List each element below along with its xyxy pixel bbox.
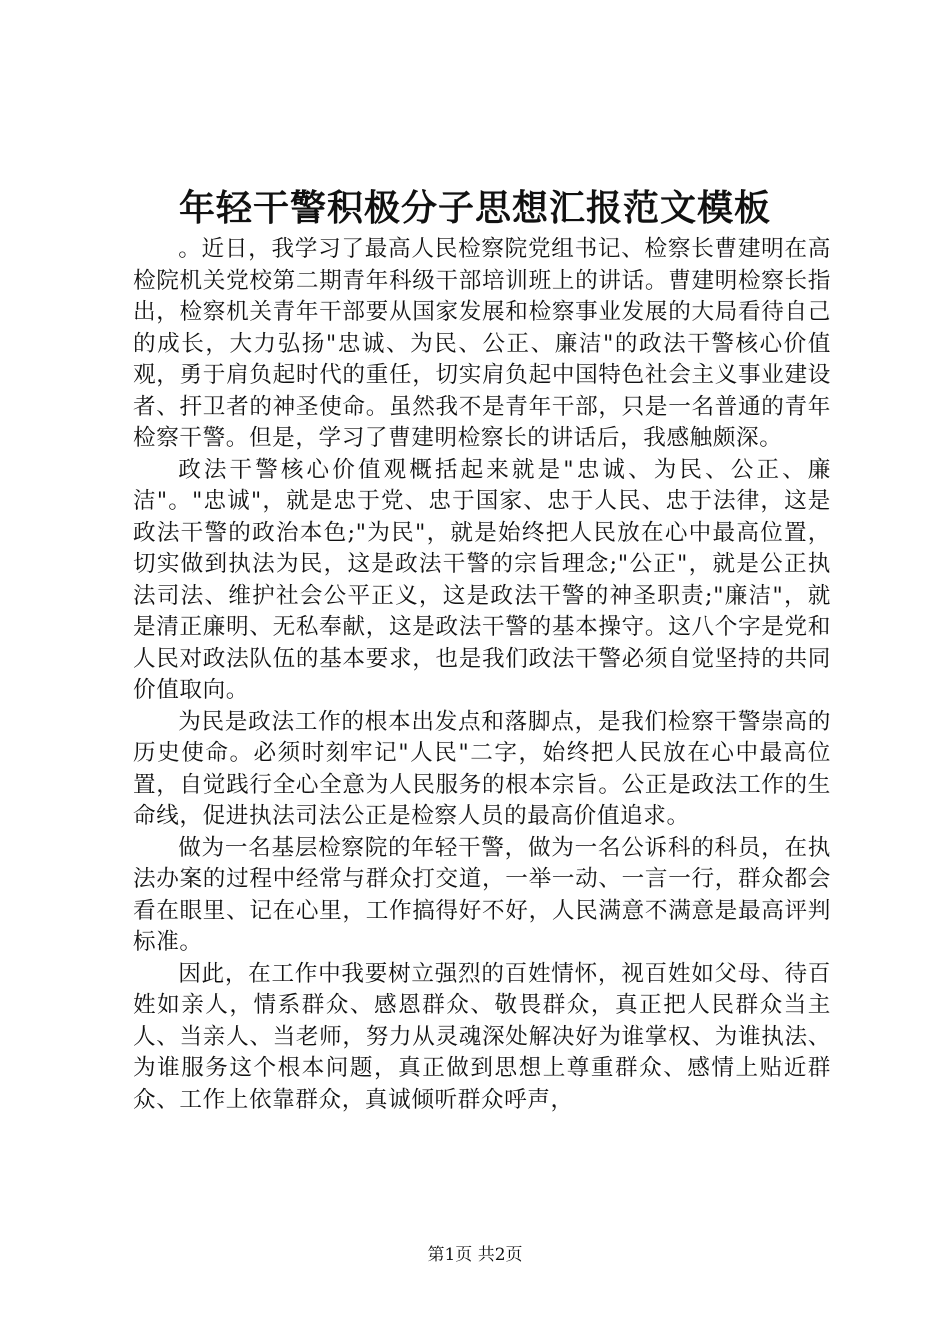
paragraph-1: 。近日，我学习了最高人民检察院党组书记、检察长曹建明在高检院机关党校第二期青年科级干部培训班上的讲话。曹建明检察长指出，检察机关青年干部要从国家发展和检察事业发展的大局看待自己的成长，大力弘扬"忠诚、为民、公正、廉洁"的政法干警核心价值观，勇于肩负起时代的重任，切实肩负起中国特色社会主义事业建设者、扞卫者的神圣使命。虽然我不是青年干部，只是一名普通的青年检察干警。但是，学习了曹建明检察长的讲话后，我感触颇深。 <box>133 236 831 451</box>
document-body <box>133 234 831 1116</box>
paragraph-3: 为民是政法工作的根本出发点和落脚点，是我们检察干警崇高的历史使命。必须时刻牢记"人民"二字，始终把人民放在心中最高位置，自觉践行全心全意为人民服务的根本宗旨。公正是政法工作的生命线，促进执法司法公正是检察人员的最高价值追求。 <box>133 708 831 829</box>
paragraph-5: 因此，在工作中我要树立强烈的百姓情怀，视百姓如父母、待百姓如亲人，情系群众、感恩群众、敬畏群众，真正把人民群众当主人、当亲人、当老师，努力从灵魂深处解决好为谁掌权、为谁执法、为谁服务这个根本问题，真正做到思想上尊重群众、感情上贴近群众、工作上依靠群众，真诚倾听群众呼声， <box>133 960 831 1113</box>
page-footer: 第1页 共2页 <box>427 1245 523 1265</box>
paragraph-4: 做为一名基层检察院的年轻干警，做为一名公诉科的科员，在执法办案的过程中经常与群众打交道，一举一动、一言一行，群众都会看在眼里、记在心里，工作搞得好不好，人民满意不满意是最高评判标准。 <box>133 834 831 955</box>
document-title: 年轻干警积极分子思想汇报范文模板 <box>178 187 771 229</box>
paragraph-2: 政法干警核心价值观概括起来就是"忠诚、为民、公正、廉洁"。"忠诚"，就是忠于党、忠于国家、忠于人民、忠于法律，这是政法干警的政治本色;"为民"，就是始终把人民放在心中最高位置，切实做到执法为民，这是政法干警的宗旨理念;"公正"，就是公正执法司法、维护社会公平正义，这是政法干警的神圣职责;"廉洁"，就是清正廉明、无私奉献，这是政法干警的基本操守。这八个字是党和人民对政法队伍的基本要求，也是我们政法干警必须自觉坚持的共同价值取向。 <box>133 456 831 703</box>
